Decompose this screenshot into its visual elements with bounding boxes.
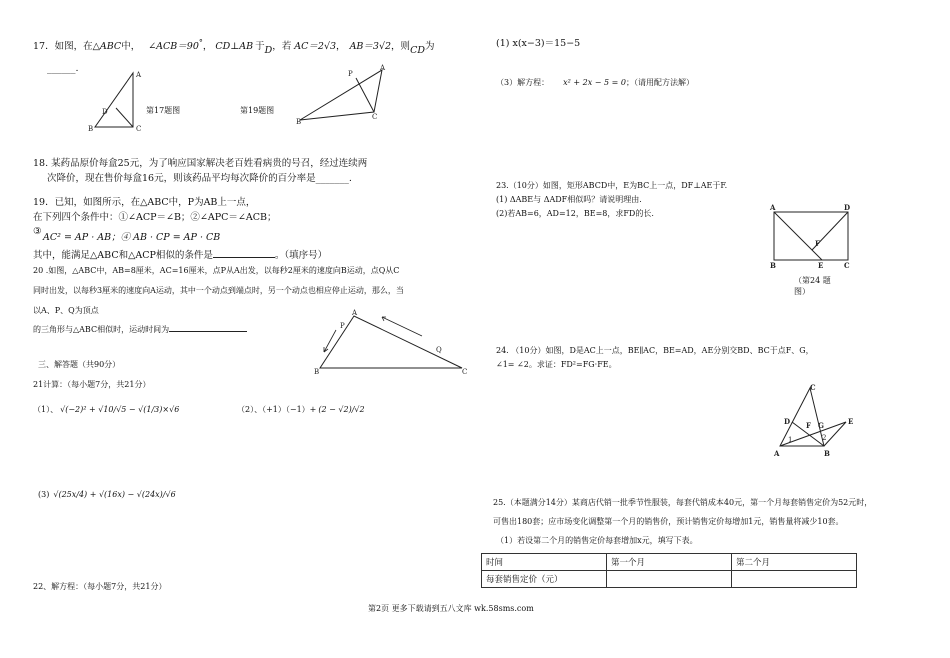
table-header-row <box>482 554 857 571</box>
q23-point-f: F <box>815 239 820 248</box>
q23-point-b: B <box>770 261 776 270</box>
q23-point-e: E <box>818 261 824 270</box>
q20-point-q: Q <box>436 346 442 354</box>
q21-part3: (3) √(25x/4) + √(16x) − √(24x)/√6 <box>38 490 176 499</box>
q19-point-p: P <box>348 70 353 78</box>
q22-title: 22、解方程：（每小题7分，共21分） <box>33 582 167 591</box>
table-header-cell: 第一个月 <box>607 554 732 571</box>
q20-line1: 20 .如图，△ABC中，AB=8厘米，AC=16厘米，点P从A出发，以每秒2厘米的速度向B运动，点Q从C <box>33 266 400 275</box>
q23-figure <box>770 204 856 270</box>
q24-point-d: D <box>784 417 791 426</box>
q19-point-c: C <box>372 113 378 121</box>
q20-line3: 以A、P、Q为顶点 <box>33 306 99 315</box>
table-cell[interactable] <box>607 571 732 588</box>
q23-point-a: A <box>770 203 776 212</box>
q20-point-a: A <box>352 309 358 317</box>
q17-line: 17．如图，在△ABC中， ∠ACB＝90°， CD⊥AB 于D，若 AC＝2√3， AB＝3√2，则CD为 <box>33 38 435 57</box>
q25-table <box>481 553 857 588</box>
q19-line2: 在下列四个条件中：①∠ACP＝∠B；②∠APC＝∠ACB； <box>33 212 277 223</box>
q25-line1: 25.（本题满分14分）某商店代销一批季节性服装，每套代销成本40元，第一个月每套销售定价为52元时， <box>493 498 873 507</box>
table-cell[interactable] <box>732 571 857 588</box>
q20-point-c: C <box>462 368 468 376</box>
table-header-cell: 第二个月 <box>732 554 857 571</box>
q23-line1: 23.（10分）如图，矩形ABCD中，E为BC上一点，DF⊥AE于F. <box>496 181 728 190</box>
q24-line1: 24. （10分）如图，D是AC上一点，BE∥AC，BE=AD，AE分别交BD、BC于点F、G， <box>496 346 814 355</box>
q19-point-b: B <box>296 118 302 126</box>
q21-part2: （2）、（+1）（−1）+ (2 − √2)/√2 <box>237 405 365 414</box>
q24-point-e: E <box>848 417 854 426</box>
q17-figure <box>88 68 148 138</box>
equation-1: (1) x(x−3)＝15−5 <box>496 38 581 49</box>
q20-point-p: P <box>340 322 345 330</box>
q24-point-g: G <box>818 421 824 430</box>
table-cell: 每套销售定价（元） <box>482 571 607 588</box>
q18-line1: 18. 某药品原价每盒25元，为了响应国家解决老百姓看病贵的号召，经过连续两 <box>33 158 368 169</box>
q23-point-d: D <box>844 203 851 212</box>
q19-point-a: A <box>380 64 386 72</box>
q24-point-a: A <box>774 449 780 458</box>
q25-line2: 可售出180套；应市场变化调整第一个月的销售价，预计销售定价每增加1元，销售量将减少10套。 <box>493 517 844 526</box>
q20-point-b: B <box>314 368 320 376</box>
q19-answer-blank <box>213 257 275 258</box>
q24-point-c: C <box>810 383 816 392</box>
q19-figure <box>296 64 388 126</box>
q23-figure-label: （第24 题 <box>794 276 831 285</box>
q23-line2: (1) ΔABE与 ΔADF相似吗？请说明理由. <box>496 195 642 204</box>
q19-line1: 19．已知，如图所示，在△ABC中，P为AB上一点， <box>33 197 256 208</box>
page-footer: 第2页 更多下载请到五八文库 wk.58sms.com <box>368 604 534 613</box>
q24-figure <box>772 384 856 458</box>
q19-line4: 其中，能满足△ABC和△ACP相似的条件是 。（填序号） <box>33 250 328 261</box>
section-title: 三、解答题（共90分） <box>38 360 121 369</box>
q21-part1: （1）、 √(−2)² + √10/√5 − √(1/3)×√6 <box>33 405 180 414</box>
q17-point-b: B <box>88 125 94 133</box>
q23-figure-label-2: 图） <box>794 287 810 296</box>
q21-title: 21计算：（每小题7分，共21分） <box>33 380 151 389</box>
q25-line3: （1）若设第二个月的销售定价每套增加x元，填写下表。 <box>496 536 698 545</box>
q20-figure <box>312 309 472 376</box>
q17-point-d: D <box>102 108 108 116</box>
q20-answer-blank <box>169 331 247 332</box>
q24-point-b: B <box>824 449 830 458</box>
q18-line2: 次降价，现在售价每盒16元，则该药品平均每次降价的百分率是_______. <box>47 173 352 184</box>
q19-line3: AC² = AP · AB；④ AB · CP = AP · CB <box>43 232 221 243</box>
q20-line2: 同时出发，以每秒3厘米的速度向A运动，其中一个动点到端点时，另一个动点也相应停止运动，那么，当 <box>33 286 404 295</box>
q19-figure-label: 第19题图 <box>240 106 275 115</box>
q20-line4: 的三角形与△ABC相似时，运动时间为 <box>33 325 247 336</box>
q24-angle-2: 2 <box>822 434 827 442</box>
q17-figure-label: 第17题图 <box>146 106 181 115</box>
q17-answer-blank: ______. <box>47 63 79 74</box>
q24-line2: ∠1= ∠2。求证：FD²=FG·FE。 <box>496 360 617 369</box>
q23-line3: (2)若AB=6，AD=12，BE=8，求FD的长. <box>496 209 654 218</box>
equation-3: （3）解方程： x² + 2x − 5 = 0；（请用配方法解） <box>496 78 694 87</box>
q24-point-f: F <box>806 421 811 430</box>
q23-point-c: C <box>844 261 850 270</box>
q24-angle-1: 1 <box>788 436 793 444</box>
q17-point-c: C <box>136 125 142 133</box>
q17-point-a: A <box>136 71 142 79</box>
table-row <box>482 571 857 588</box>
table-header-cell: 时间 <box>482 554 607 571</box>
q19-line3-mark: ③ <box>33 226 42 237</box>
